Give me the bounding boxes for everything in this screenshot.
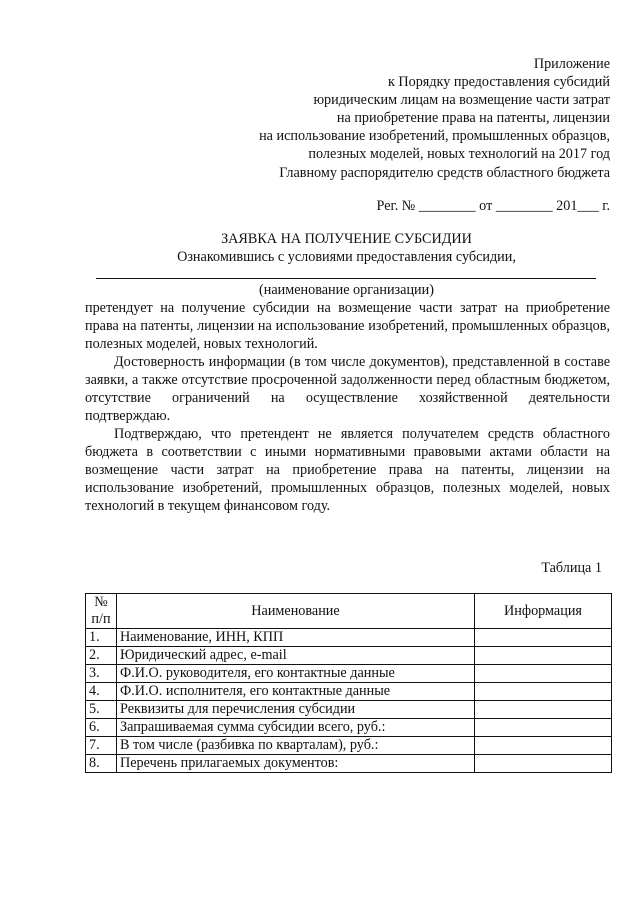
row-label: Ф.И.О. руководителя, его контактные данные <box>117 665 475 683</box>
row-label: Наименование, ИНН, КПП <box>117 629 475 647</box>
appendix-line: Приложение <box>533 56 610 72</box>
organization-name-blank <box>96 278 596 279</box>
appendix-line: полезных моделей, новых технологий на 2017 год <box>308 146 610 162</box>
table-row <box>86 647 612 665</box>
registration-line: Рег. № ________ от ________ 201___ г. <box>376 198 610 214</box>
document-title: ЗАЯВКА НА ПОЛУЧЕНИЕ СУБСИДИИ <box>221 231 472 247</box>
row-label: Перечень прилагаемых документов: <box>117 755 475 773</box>
row-value <box>475 719 612 737</box>
row-value <box>475 737 612 755</box>
row-label: В том числе (разбивка по кварталам), руб.: <box>117 737 475 755</box>
table-header-row <box>86 594 612 629</box>
table-row <box>86 737 612 755</box>
appendix-line: юридическим лицам на возмещение части затрат <box>313 92 610 108</box>
information-table <box>85 593 612 773</box>
row-label: Юридический адрес, e-mail <box>117 647 475 665</box>
paragraph: претендует на получение субсидии на возмещение части затрат на приобретение права на патенты, лицензии на использование изобретений, промышленных образцов, полезных моделей, новых технологий. <box>85 300 610 352</box>
table-row <box>86 755 612 773</box>
row-label: Запрашиваемая сумма субсидии всего, руб.: <box>117 719 475 737</box>
organization-caption: (наименование организации) <box>259 282 434 298</box>
column-header-name: Наименование <box>117 594 475 629</box>
row-label: Реквизиты для перечисления субсидии <box>117 701 475 719</box>
row-value <box>475 665 612 683</box>
table-title: Таблица 1 <box>541 560 602 576</box>
appendix-line: на приобретение права на патенты, лицензии <box>336 110 610 126</box>
row-number: 7. <box>86 737 117 755</box>
row-number: 8. <box>86 755 117 773</box>
row-number: 3. <box>86 665 117 683</box>
row-value <box>475 755 612 773</box>
table-row <box>86 683 612 701</box>
column-header-number: № п/п <box>86 594 117 629</box>
table-row <box>86 629 612 647</box>
paragraph: Достоверность информации (в том числе документов), представленной в составе заявки, а также отсутствие просроченной задолженности перед областным бюджетом, отсутствие ограничений на осуществление хозяйственной деятельности подтверждаю. <box>85 354 610 424</box>
row-label: Ф.И.О. исполнителя, его контактные данные <box>117 683 475 701</box>
document-subtitle: Ознакомившись с условиями предоставления субсидии, <box>177 249 516 265</box>
appendix-line: к Порядку предоставления субсидий <box>387 74 610 90</box>
paragraph: Подтверждаю, что претендент не является получателем средств областного бюджета в соответствии с иными нормативными правовыми актами области на возмещение части затрат на приобретение права на патенты, лицензии на использование изобретений, промышленных образцов, полезных моделей, новых технологий в текущем финансовом году. <box>85 426 610 514</box>
appendix-header <box>50 55 610 163</box>
row-value <box>475 701 612 719</box>
body-text <box>85 299 610 515</box>
row-value <box>475 647 612 665</box>
row-value <box>475 629 612 647</box>
table-row <box>86 665 612 683</box>
row-number: 4. <box>86 683 117 701</box>
row-number: 1. <box>86 629 117 647</box>
row-value <box>475 683 612 701</box>
row-number: 2. <box>86 647 117 665</box>
recipient-line: Главному распорядителю средств областного бюджета <box>279 165 610 181</box>
table-row <box>86 701 612 719</box>
table-row <box>86 719 612 737</box>
row-number: 6. <box>86 719 117 737</box>
row-number: 5. <box>86 701 117 719</box>
column-header-information: Информация <box>475 594 612 629</box>
appendix-line: на использование изобретений, промышленных образцов, <box>259 128 610 144</box>
